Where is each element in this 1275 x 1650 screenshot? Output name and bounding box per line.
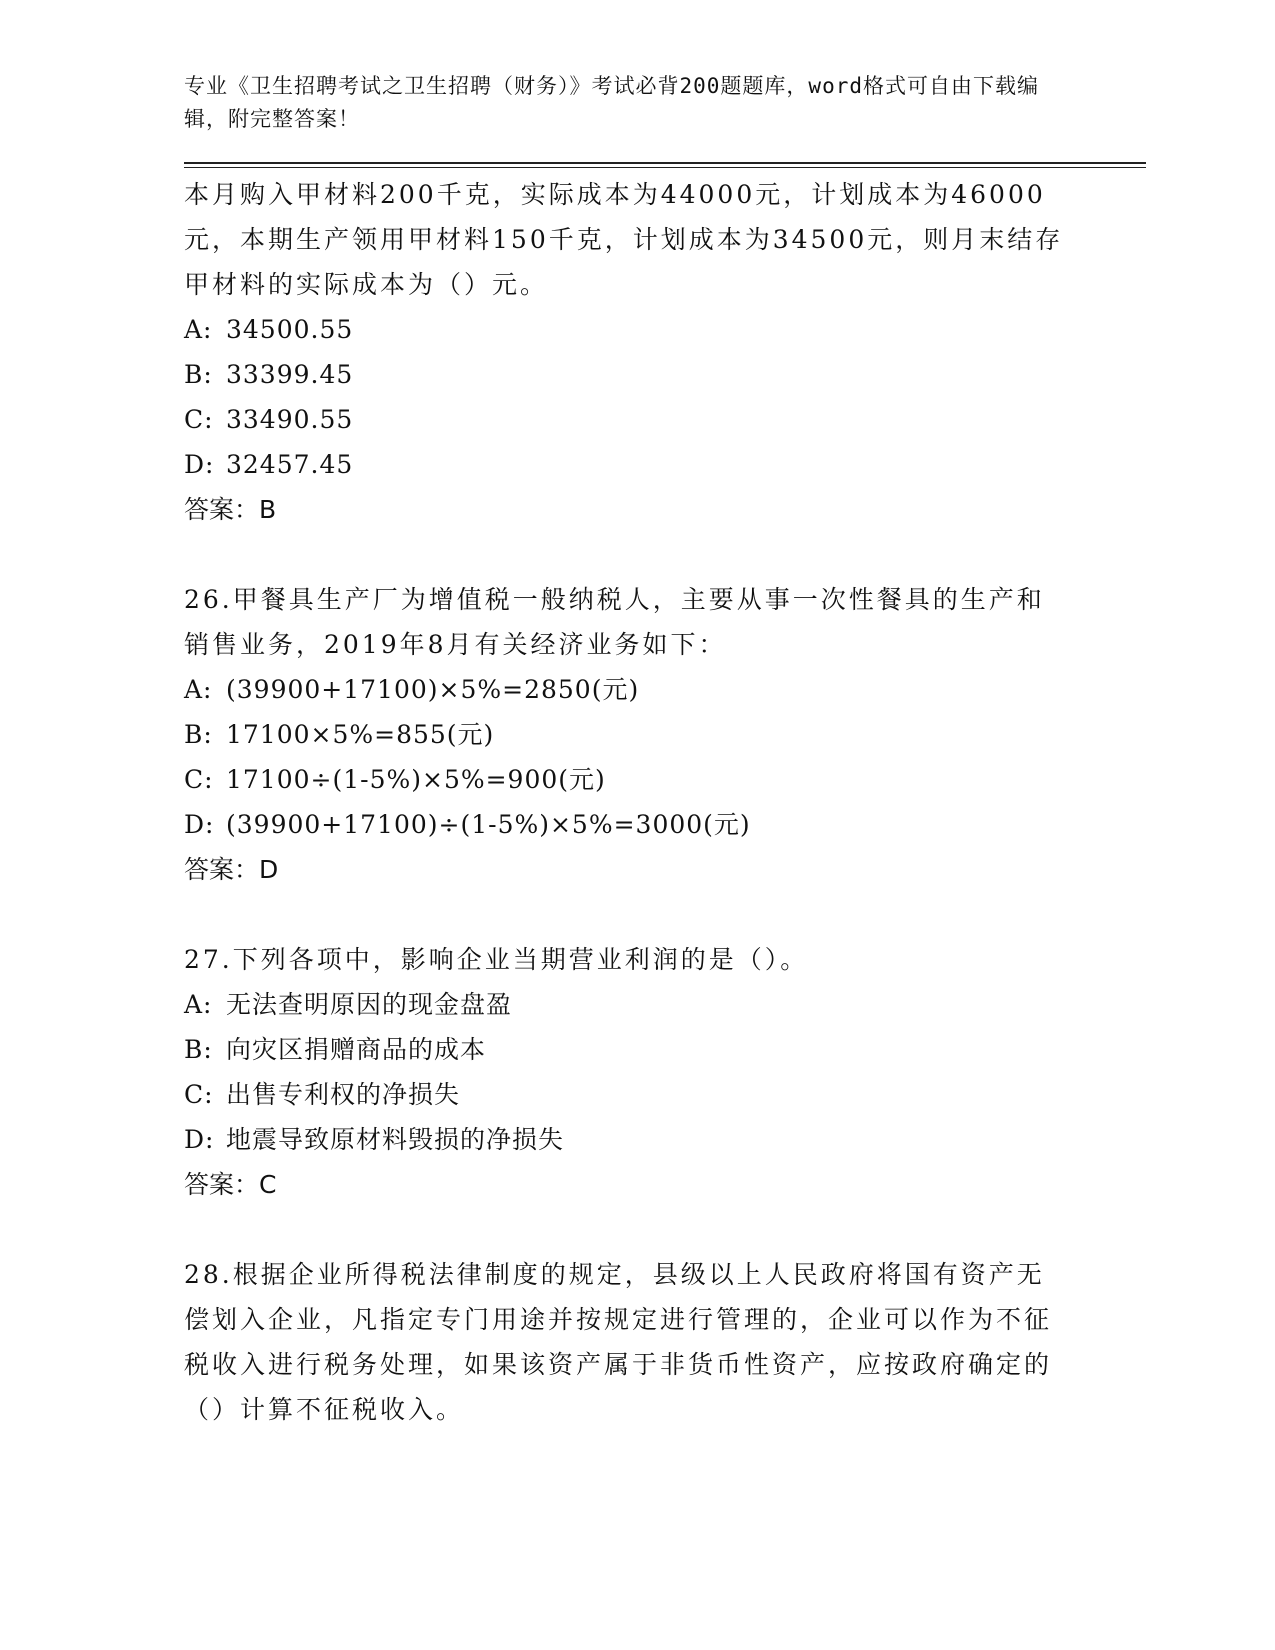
option-c: C: 出售专利权的净损失 [184, 1080, 461, 1109]
header-divider [184, 162, 1146, 168]
option-a: A: 34500.55 [184, 315, 354, 344]
option-b: B: 17100×5%=855(元) [184, 720, 495, 749]
question-stem: 28.根据企业所得税法律制度的规定，县级以上人民政府将国有资产无偿划入企业，凡指定专门用途并按规定进行管理的，企业可以作为不征税收入进行税务处理，如果该资产属于非货币性资产，应按政府确定的（）计算不征税收入。 [184, 1260, 1053, 1424]
option-a: A: (39900+17100)×5%=2850(元) [184, 675, 640, 704]
question-27 [184, 937, 1064, 1207]
option-c: C: 17100÷(1-5%)×5%=900(元) [184, 765, 606, 794]
option-d: D: 32457.45 [184, 450, 354, 479]
option-d: D: (39900+17100)÷(1-5%)×5%=3000(元) [184, 810, 751, 839]
option-d: D: 地震导致原材料毁损的净损失 [184, 1125, 565, 1154]
question-stem: 本月购入甲材料200千克，实际成本为44000元，计划成本为46000元，本期生产领用甲材料150千克，计划成本为34500元，则月末结存甲材料的实际成本为（）元。 [184, 180, 1064, 299]
document-page [184, 70, 1064, 1432]
document-header: 专业《卫生招聘考试之卫生招聘（财务）》考试必背200题题库，word格式可自由下载编辑，附完整答案！ [184, 74, 1039, 131]
question-26 [184, 577, 1064, 892]
question-28 [184, 1252, 1064, 1432]
answer-line: 答案：C [184, 1170, 277, 1199]
option-b: B: 向灾区捐赠商品的成本 [184, 1035, 487, 1064]
question-stem: 26.甲餐具生产厂为增值税一般纳税人，主要从事一次性餐具的生产和销售业务，2019年8月有关经济业务如下： [184, 585, 1045, 659]
option-b: B: 33399.45 [184, 360, 354, 389]
question-stem: 27.下列各项中，影响企业当期营业利润的是（）。 [184, 945, 809, 974]
option-a: A: 无法查明原因的现金盘盈 [184, 990, 513, 1019]
answer-line: 答案：D [184, 855, 279, 884]
answer-line: 答案：B [184, 495, 277, 524]
question-25 [184, 172, 1064, 532]
option-c: C: 33490.55 [184, 405, 354, 434]
